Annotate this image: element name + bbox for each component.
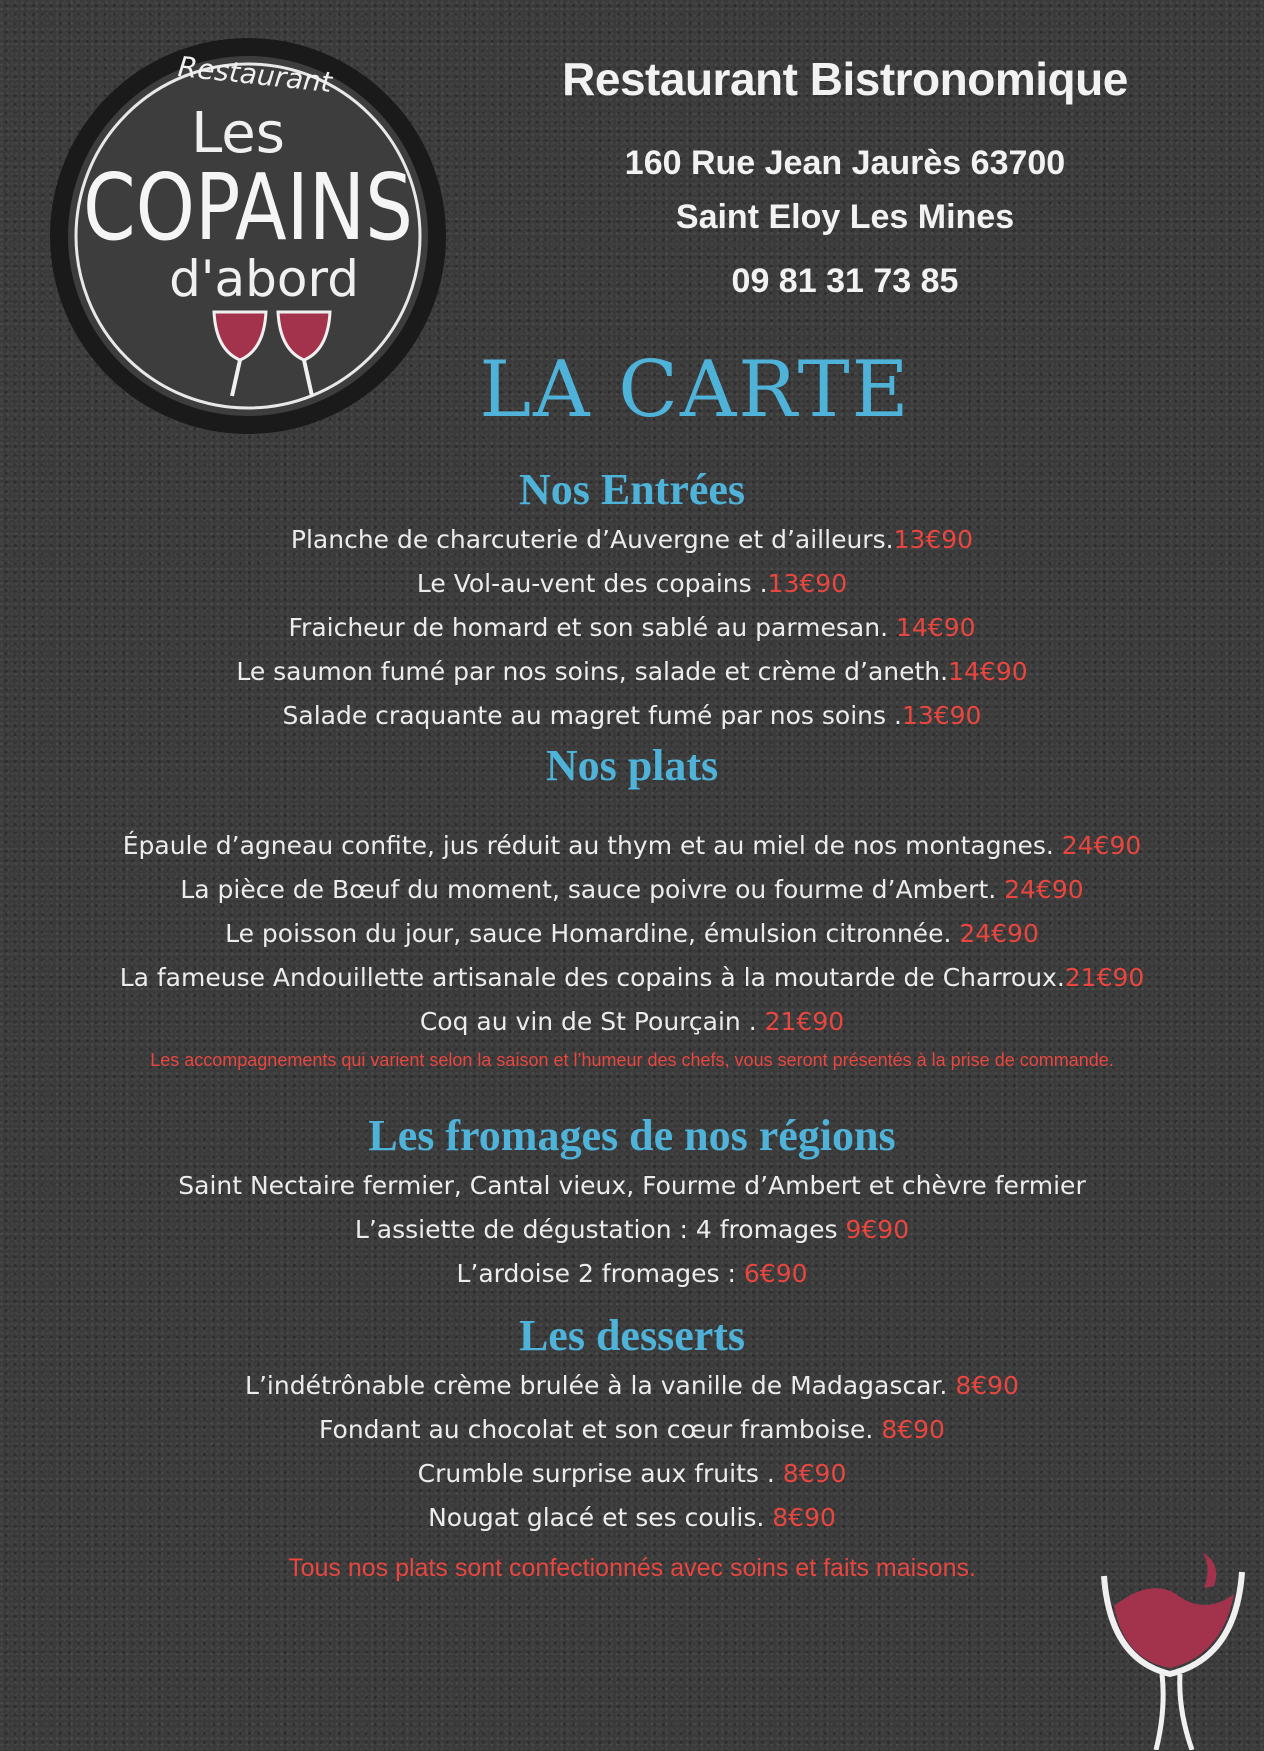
menu-item [0,562,1264,606]
menu-title: LA CARTE [479,345,911,435]
menu-item-name: Le Vol-au-vent des copains . [416,569,768,598]
menu-item [0,694,1264,738]
menu-item [0,1252,1264,1296]
menu-item [0,518,1264,562]
fromages-intro: Saint Nectaire fermier, Cantal vieux, Fourme d’Ambert et chèvre fermier [178,1171,1086,1200]
menu-item [0,912,1264,956]
menu-item [0,1364,1264,1408]
menu-item [0,1496,1264,1540]
restaurant-type-title: Restaurant Bistronomique [562,53,1128,105]
menu-item-price: 14€90 [948,657,1028,686]
menu-item-name: La pièce de Bœuf du moment, sauce poivre ou fourme d’Ambert. [180,875,1005,904]
menu-item-price: 21€90 [1064,963,1145,992]
menu-item-name: Planche de charcuterie d’Auvergne et d’ailleurs. [290,525,894,554]
logo-top-text: Restaurant [176,50,334,100]
menu-item-name: L’ardoise 2 fromages : [456,1259,744,1288]
menu-item [0,868,1264,912]
menu-item-name: Le saumon fumé par nos soins, salade et crème d’aneth. [236,657,949,686]
menu-item [0,1208,1264,1252]
menu-item-name: Nougat glacé et ses coulis. [428,1503,773,1532]
section-desserts [0,1308,1264,1583]
entrees-list [0,518,1264,738]
section-plats [0,738,1264,1071]
menu-item-name: Crumble surprise aux fruits . [417,1459,783,1488]
menu-item [0,1452,1264,1496]
menu-item-name: La fameuse Andouillette artisanale des copains à la moutarde de Charroux. [119,963,1065,992]
section-entrees [0,462,1264,738]
plats-list [0,824,1264,1044]
menu-item-price: 8€90 [772,1503,836,1532]
logo-line3: d'abord [169,250,359,308]
menu-item [0,606,1264,650]
wine-glass-icon [1100,1550,1250,1750]
menu-item [0,956,1264,1000]
menu-item [0,1408,1264,1452]
menu-item-name: Fondant au chocolat et son cœur framboise. [319,1415,882,1444]
section-title-entrees: Nos Entrées [518,465,746,514]
address-line1: 160 Rue Jean Jaurès 63700 [624,144,1066,182]
menu-item-price: 24€90 [1061,831,1142,860]
menu-item-name: L’indétrônable crème brulée à la vanille de Madagascar. [245,1371,956,1400]
menu-item [0,650,1264,694]
section-title-desserts: Les desserts [518,1311,746,1360]
fromages-list [0,1208,1264,1296]
menu-item-name: Salade craquante au magret fumé par nos soins . [282,701,902,730]
menu-item [0,824,1264,868]
section-fromages [0,1108,1264,1296]
menu-item-name: Fraicheur de homard et son sablé au parmesan. [288,613,896,642]
menu-item-name: Épaule d’agneau confite, jus réduit au thym et au miel de nos montagnes. [122,831,1062,860]
menu-item-price: 13€90 [901,701,982,730]
menu-item-price: 21€90 [764,1007,845,1036]
menu-item-price: 8€90 [881,1415,945,1444]
menu-item-price: 8€90 [955,1371,1019,1400]
phone-number: 09 81 31 73 85 [731,262,959,300]
address [560,136,1130,244]
address-line2: Saint Eloy Les Mines [675,198,1015,236]
menu-item-price: 24€90 [959,919,1039,948]
menu-item-price: 8€90 [782,1459,847,1488]
menu-item-price: 9€90 [845,1215,910,1244]
menu-item-price: 6€90 [743,1259,808,1288]
menu-item-price: 14€90 [895,613,976,642]
menu-item-price: 13€90 [893,525,974,554]
menu-item-name: Le poisson du jour, sauce Homardine, émulsion citronnée. [225,919,960,948]
logo-line2: COPAINS [83,154,413,261]
homemade-note: Tous nos plats sont confectionnés avec soins et faits maisons. [288,1554,976,1582]
header [560,52,1130,301]
section-title-plats: Nos plats [545,741,719,790]
menu-item [0,1000,1264,1044]
menu-item-price: 24€90 [1004,875,1084,904]
menu-item-name: L’assiette de dégustation : 4 fromages [354,1215,846,1244]
sides-note: Les accompagnements qui varient selon la saison et l’humeur des chefs, vous seront présentés à la prise de commande. [150,1050,1114,1070]
menu-item-price: 13€90 [767,569,848,598]
menu-item-name: Coq au vin de St Pourçain . [419,1007,765,1036]
logo-line1: Les [191,101,285,166]
desserts-list [0,1364,1264,1540]
section-title-fromages: Les fromages de nos régions [368,1111,896,1160]
